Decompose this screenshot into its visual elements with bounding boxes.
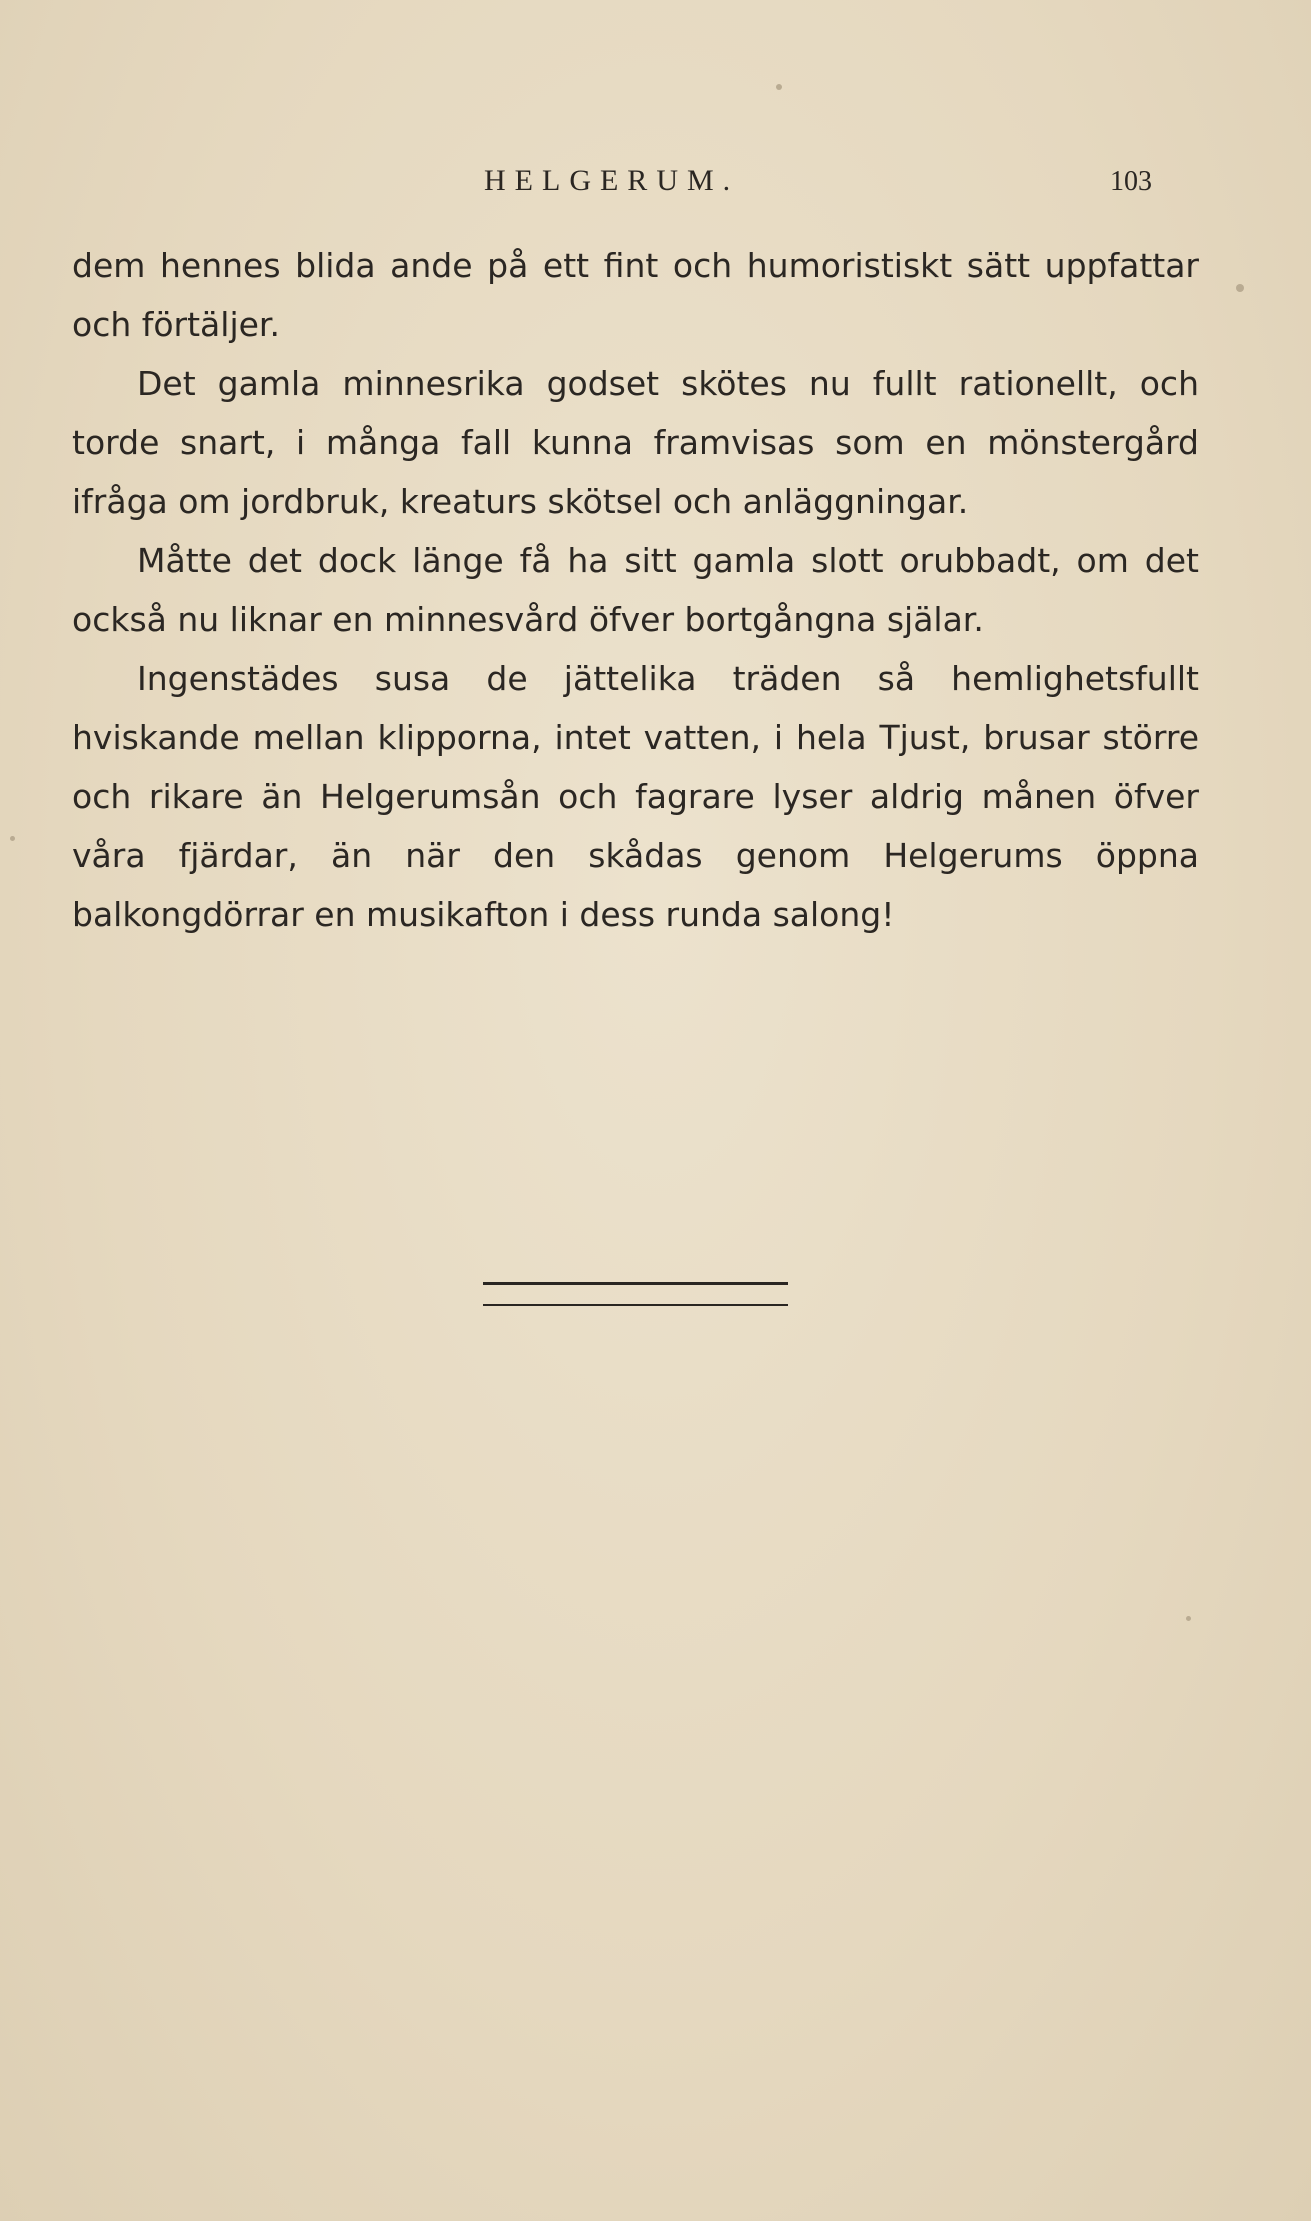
rule-line-top [483,1282,788,1285]
paragraph-2: Det gamla minnesrika godset skötes nu fullt rationellt, och torde snart, i många fall kunna framvisas som en mönstergård ifråga om jordbruk, kreaturs skötsel och anläggningar. [72,364,1199,521]
section-end-rule [483,1278,788,1308]
body-text [72,236,1199,944]
rule-line-bottom [483,1304,788,1306]
paragraph-4: Ingenstädes susa de jättelika träden så hemlighetsfullt hviskande mellan klipporna, intet vatten, i hela Tjust, brusar större och rikare än Helgerumsån och fagrare lyser aldrig månen öfver våra fjärdar, än när den skådas genom Helgerums öppna balkongdörrar en musikafton i dess runda salong! [72,659,1199,934]
running-title: HELGERUM. [484,164,740,197]
paragraph-1: dem hennes blida ande på ett fint och humoristiskt sätt uppfattar och förtäljer. [72,246,1199,344]
paper-speck [1186,1616,1191,1621]
paper-speck [10,836,15,841]
paragraph-3: Måtte det dock länge få ha sitt gamla slott orubbadt, om det också nu liknar en minnesvård öfver bortgångna själar. [72,541,1199,639]
paper-speck [776,84,782,90]
paper-speck [1236,284,1244,292]
page-number: 103 [1110,166,1152,197]
page-header [0,164,1311,208]
